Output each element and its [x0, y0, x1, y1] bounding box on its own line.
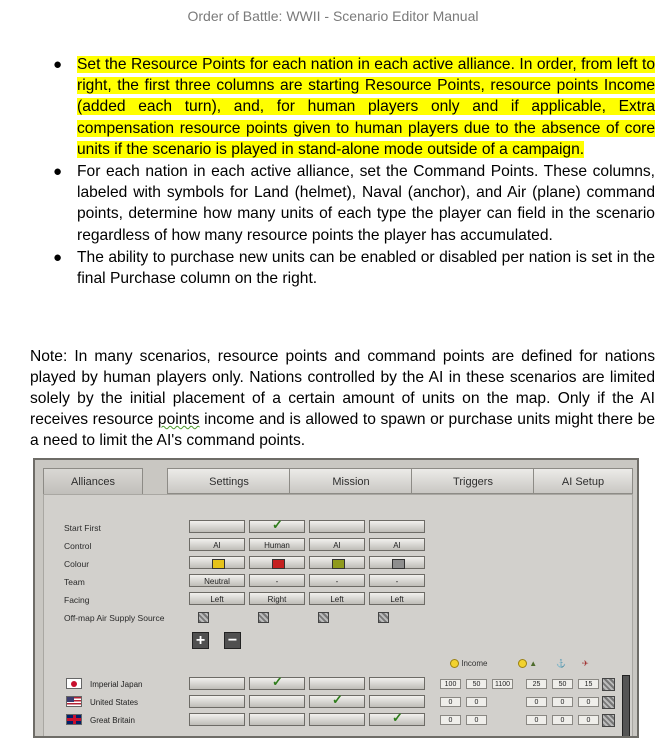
flag-uk-icon — [66, 714, 82, 725]
nation-slot[interactable] — [249, 713, 305, 726]
colour-cell[interactable] — [309, 556, 365, 569]
colour-swatch — [392, 559, 405, 569]
start-first-cell[interactable] — [369, 520, 425, 533]
offmap-toggle[interactable] — [198, 612, 209, 623]
bullet-dot: ● — [53, 56, 63, 73]
nation-slot[interactable] — [309, 692, 365, 708]
nation-slot[interactable] — [309, 713, 365, 726]
tab-triggers[interactable]: Triggers — [411, 468, 535, 494]
check-icon: ✓ — [272, 674, 283, 689]
income-header: Income — [450, 659, 487, 668]
offmap-toggle[interactable] — [378, 612, 389, 623]
bullet-item-resource-points — [50, 54, 655, 160]
note-paragraph — [30, 346, 655, 452]
colour-swatch — [212, 559, 225, 569]
nation-slot[interactable] — [369, 695, 425, 708]
naval-cp-field[interactable]: 50 — [552, 679, 573, 689]
nation-slot[interactable] — [249, 674, 305, 690]
start-first-cell[interactable] — [189, 520, 245, 533]
purchase-toggle[interactable] — [602, 678, 615, 691]
tab-alliances[interactable]: Alliances — [43, 468, 143, 498]
highlighted-text: Set the Resource Points for each nation in each active alliance. In order, from left to right, the first three columns are starting Resource Points, resource points Income (added each turn), and, for human players only and if applicable, Extra compensation resource points given to human players due to the absence of core units if the scenario is played in stand-alone mode outside of a campaign. — [77, 56, 655, 158]
offmap-toggle[interactable] — [318, 612, 329, 623]
label-control: Control — [64, 541, 92, 551]
tab-ai-setup[interactable]: AI Setup — [533, 468, 633, 494]
editor-screenshot — [33, 458, 639, 738]
helmet-icon: ▲ — [529, 659, 538, 668]
purchase-toggle[interactable] — [602, 714, 615, 727]
bullet-list — [50, 54, 655, 290]
remove-nation-button[interactable]: − — [224, 632, 241, 649]
income-field[interactable]: 0 — [466, 697, 487, 707]
extra-field[interactable]: 1100 — [492, 679, 513, 689]
air-cp-field[interactable]: 0 — [578, 715, 599, 725]
colour-swatch — [332, 559, 345, 569]
facing-cell[interactable]: Right — [249, 592, 305, 605]
spellcheck-word: points — [157, 411, 200, 429]
coin-icon — [518, 659, 527, 668]
page-header: Order of Battle: WWII - Scenario Editor Manual — [187, 8, 479, 24]
tab-settings[interactable]: Settings — [167, 468, 291, 494]
colour-cell[interactable] — [189, 556, 245, 569]
label-team: Team — [64, 577, 85, 587]
bullet-text: The ability to purchase new units can be enabled or disabled per nation is set in the final Purchase column on the right. — [77, 248, 655, 288]
coin-icon — [450, 659, 459, 668]
bullet-item-command-points — [50, 161, 655, 246]
facing-cell[interactable]: Left — [189, 592, 245, 605]
scrollbar[interactable] — [622, 675, 630, 737]
note-text-end: income and is allowed to spawn or purchase units might there be a need to limit the AI's command points. — [30, 411, 655, 450]
resource-field[interactable]: 0 — [440, 697, 461, 707]
alliances-panel — [43, 494, 633, 738]
bullet-text: For each nation in each active alliance, set the Command Points. These columns, labeled with symbols for Land (helmet), Naval (anchor), and Air (plane) command points, determine how many units of each type the player can field in the scenario regardless of how many resource points the player has accumulated. — [77, 163, 655, 244]
air-cp-field[interactable]: 15 — [578, 679, 599, 689]
team-cell[interactable]: Neutral — [189, 574, 245, 587]
label-colour: Colour — [64, 559, 90, 569]
facing-cell[interactable]: Left — [369, 592, 425, 605]
purchase-toggle[interactable] — [602, 696, 615, 709]
air-cp-field[interactable]: 0 — [578, 697, 599, 707]
team-cell[interactable]: - — [309, 574, 365, 587]
label-facing: Facing — [64, 595, 90, 605]
label-offmap-air: Off-map Air Supply Source — [64, 613, 165, 623]
start-first-cell[interactable] — [309, 520, 365, 533]
nation-name: United States — [90, 698, 139, 707]
colour-cell[interactable] — [249, 556, 305, 569]
nation-slot[interactable] — [369, 677, 425, 690]
note-text-start: Note: In many scenarios, resource points and command points are defined for nations played by human players only. Nations controlled by the AI in these scenarios are limited solely by the initial placement of a certain amount of units on the map. Only if the AI receives resource — [30, 347, 655, 429]
land-cp-field[interactable]: 25 — [526, 679, 547, 689]
colour-swatch — [272, 559, 285, 569]
nation-slot[interactable] — [189, 713, 245, 726]
nation-slot[interactable] — [309, 677, 365, 690]
nation-slot[interactable] — [189, 695, 245, 708]
offmap-toggle[interactable] — [258, 612, 269, 623]
team-cell[interactable]: - — [249, 574, 305, 587]
command-points-header — [518, 659, 537, 668]
colour-cell[interactable] — [369, 556, 425, 569]
editor-tabs — [43, 468, 633, 494]
team-cell[interactable]: - — [369, 574, 425, 587]
bullet-item-purchase — [50, 247, 655, 289]
label-start-first: Start First — [64, 523, 101, 533]
add-nation-button[interactable]: + — [192, 632, 209, 649]
control-cell[interactable]: AI — [189, 538, 245, 551]
tab-mission[interactable]: Mission — [289, 468, 413, 494]
nation-slot[interactable] — [369, 710, 425, 726]
start-first-cell[interactable] — [249, 517, 305, 533]
control-cell[interactable]: AI — [369, 538, 425, 551]
control-cell[interactable]: Human — [249, 538, 305, 551]
anchor-icon: ⚓ — [556, 659, 566, 668]
nation-name: Great Britain — [90, 716, 135, 725]
resource-field[interactable]: 0 — [440, 715, 461, 725]
control-cell[interactable]: AI — [309, 538, 365, 551]
bullet-dot: ● — [53, 163, 63, 181]
income-field[interactable]: 0 — [466, 715, 487, 725]
bullet-dot: ● — [53, 248, 63, 266]
check-icon: ✓ — [392, 710, 403, 725]
nation-slot[interactable] — [249, 695, 305, 708]
income-field[interactable]: 50 — [466, 679, 487, 689]
naval-cp-field[interactable]: 0 — [552, 697, 573, 707]
plane-icon: ✈ — [582, 659, 589, 668]
check-icon: ✓ — [272, 517, 283, 532]
check-icon: ✓ — [332, 692, 343, 707]
land-cp-field[interactable]: 0 — [526, 697, 547, 707]
flag-usa-icon — [66, 696, 82, 707]
facing-cell[interactable]: Left — [309, 592, 365, 605]
flag-japan-icon — [66, 678, 82, 689]
resource-field[interactable]: 100 — [440, 679, 461, 689]
land-cp-field[interactable]: 0 — [526, 715, 547, 725]
naval-cp-field[interactable]: 0 — [552, 715, 573, 725]
nation-slot[interactable] — [189, 677, 245, 690]
nation-name: Imperial Japan — [90, 680, 143, 689]
